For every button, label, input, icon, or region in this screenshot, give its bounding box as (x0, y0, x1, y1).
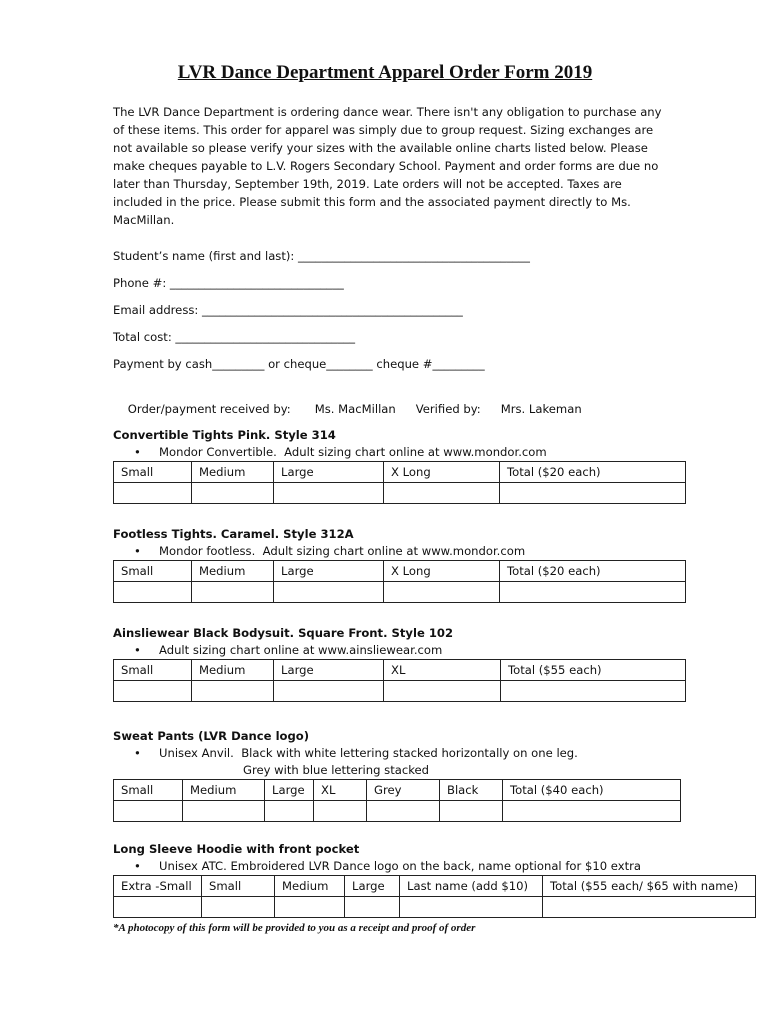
total-cell[interactable] (501, 681, 686, 702)
total-cost-field[interactable]: Total cost: _______________________________ (113, 330, 356, 344)
col-header: Small (202, 876, 275, 897)
col-header: Medium (192, 462, 274, 483)
section-bullet: • Unisex ATC. Embroidered LVR Dance logo on the back, name optional for $10 extra (113, 858, 756, 875)
quantity-cell[interactable] (274, 582, 384, 603)
section-bullet: • Mondor Convertible. Adult sizing chart online at www.mondor.com (113, 444, 686, 461)
table-entry-row (114, 801, 681, 822)
section-sweat-pants (113, 728, 681, 822)
total-cell[interactable] (500, 483, 686, 504)
received-label: Order/payment received by: (127, 402, 291, 416)
quantity-cell[interactable] (384, 582, 500, 603)
section-title: Long Sleeve Hoodie with front pocket (113, 842, 360, 856)
col-header: Medium (192, 660, 274, 681)
quantity-cell[interactable] (345, 897, 400, 918)
student-name-field[interactable]: Student’s name (first and last): ________________________________________ (113, 249, 530, 263)
col-header: Medium (275, 876, 345, 897)
col-header: XL (314, 780, 367, 801)
payment-field[interactable]: Payment by cash_________ or cheque________ cheque #_________ (113, 357, 485, 371)
col-header: Last name (add $10) (400, 876, 543, 897)
intro-paragraph: The LVR Dance Department is ordering dance wear. There isn't any obligation to purchase any of these items. This order for apparel was simply due to group request. Sizing exchanges are not available so please verify your sizes with the available online charts listed below. Please make cheques payable to L.V. Rogers Secondary School. Payment and order forms are due no later than Thursday, September 19th, 2019. Late orders will not be accepted. Taxes are included in the price. Please submit this form and the associated payment directly to Ms. MacMillan. (113, 105, 662, 227)
total-cell[interactable] (500, 582, 686, 603)
section-convertible-tights (113, 427, 686, 504)
col-header: Total ($40 each) (503, 780, 681, 801)
col-header: Large (274, 561, 384, 582)
table-header-row (114, 876, 756, 897)
col-header: Total ($20 each) (500, 561, 686, 582)
order-table (113, 659, 686, 702)
quantity-cell[interactable] (440, 801, 503, 822)
section-bullet: • Mondor footless. Adult sizing chart online at www.mondor.com (113, 543, 686, 560)
table-entry-row (114, 897, 756, 918)
table-header-row (114, 780, 681, 801)
section-bodysuit (113, 625, 686, 702)
col-header: Total ($55 each/ $65 with name) (543, 876, 756, 897)
col-header: Small (114, 462, 192, 483)
table-header-row (114, 561, 686, 582)
quantity-cell[interactable] (114, 897, 202, 918)
table-entry-row (114, 483, 686, 504)
col-header: Large (345, 876, 400, 897)
quantity-cell[interactable] (384, 681, 501, 702)
col-header: Black (440, 780, 503, 801)
col-header: Extra -Small (114, 876, 202, 897)
table-entry-row (114, 582, 686, 603)
order-table (113, 560, 686, 603)
section-title: Sweat Pants (LVR Dance logo) (113, 729, 310, 743)
quantity-cell[interactable] (202, 897, 275, 918)
table-entry-row (114, 681, 686, 702)
col-header: Large (274, 660, 384, 681)
order-table (113, 461, 686, 504)
col-header: X Long (384, 462, 500, 483)
received-row (113, 382, 673, 416)
email-field[interactable]: Email address: _____________________________________________ (113, 303, 463, 317)
col-header: Total ($20 each) (500, 462, 686, 483)
quantity-cell[interactable] (265, 801, 314, 822)
section-bullet: • Unisex Anvil. Black with white lettering stacked horizontally on one leg. (113, 745, 681, 762)
verified-value: Mrs. Lakeman (500, 402, 582, 416)
section-hoodie (113, 841, 756, 918)
quantity-cell[interactable] (192, 681, 274, 702)
table-header-row (114, 462, 686, 483)
quantity-cell[interactable] (114, 801, 183, 822)
table-header-row (114, 660, 686, 681)
quantity-cell[interactable] (367, 801, 440, 822)
col-header: Large (274, 462, 384, 483)
quantity-cell[interactable] (192, 582, 274, 603)
order-table (113, 779, 681, 822)
quantity-cell[interactable] (192, 483, 274, 504)
form-title: LVR Dance Department Apparel Order Form 2019 (177, 62, 593, 83)
last-name-cell[interactable] (400, 897, 543, 918)
total-cell[interactable] (543, 897, 756, 918)
quantity-cell[interactable] (114, 681, 192, 702)
col-header: Medium (183, 780, 265, 801)
quantity-cell[interactable] (274, 483, 384, 504)
section-footless-tights (113, 526, 686, 603)
quantity-cell[interactable] (384, 483, 500, 504)
section-title: Convertible Tights Pink. Style 314 (113, 428, 336, 442)
phone-field[interactable]: Phone #: ______________________________ (113, 276, 344, 290)
verified-label: Verified by: (415, 402, 481, 416)
col-header: Medium (192, 561, 274, 582)
col-header: XL (384, 660, 501, 681)
col-header: Small (114, 780, 183, 801)
col-header: X Long (384, 561, 500, 582)
quantity-cell[interactable] (274, 681, 384, 702)
quantity-cell[interactable] (275, 897, 345, 918)
order-table (113, 875, 756, 918)
contact-fields (113, 247, 673, 416)
received-value: Ms. MacMillan (314, 402, 396, 416)
section-title: Ainsliewear Black Bodysuit. Square Front. Style 102 (113, 626, 454, 640)
col-header: Total ($55 each) (501, 660, 686, 681)
quantity-cell[interactable] (114, 582, 192, 603)
section-bullet: • Adult sizing chart online at www.ainsliewear.com (113, 642, 686, 659)
quantity-cell[interactable] (183, 801, 265, 822)
quantity-cell[interactable] (314, 801, 367, 822)
col-header: Large (265, 780, 314, 801)
section-bullet-continued: Grey with blue lettering stacked (243, 763, 430, 777)
col-header: Small (114, 660, 192, 681)
col-header: Small (114, 561, 192, 582)
total-cell[interactable] (503, 801, 681, 822)
footnote: *A photocopy of this form will be provided to you as a receipt and proof of order (113, 922, 476, 934)
quantity-cell[interactable] (114, 483, 192, 504)
col-header: Grey (367, 780, 440, 801)
section-title: Footless Tights. Caramel. Style 312A (113, 527, 354, 541)
